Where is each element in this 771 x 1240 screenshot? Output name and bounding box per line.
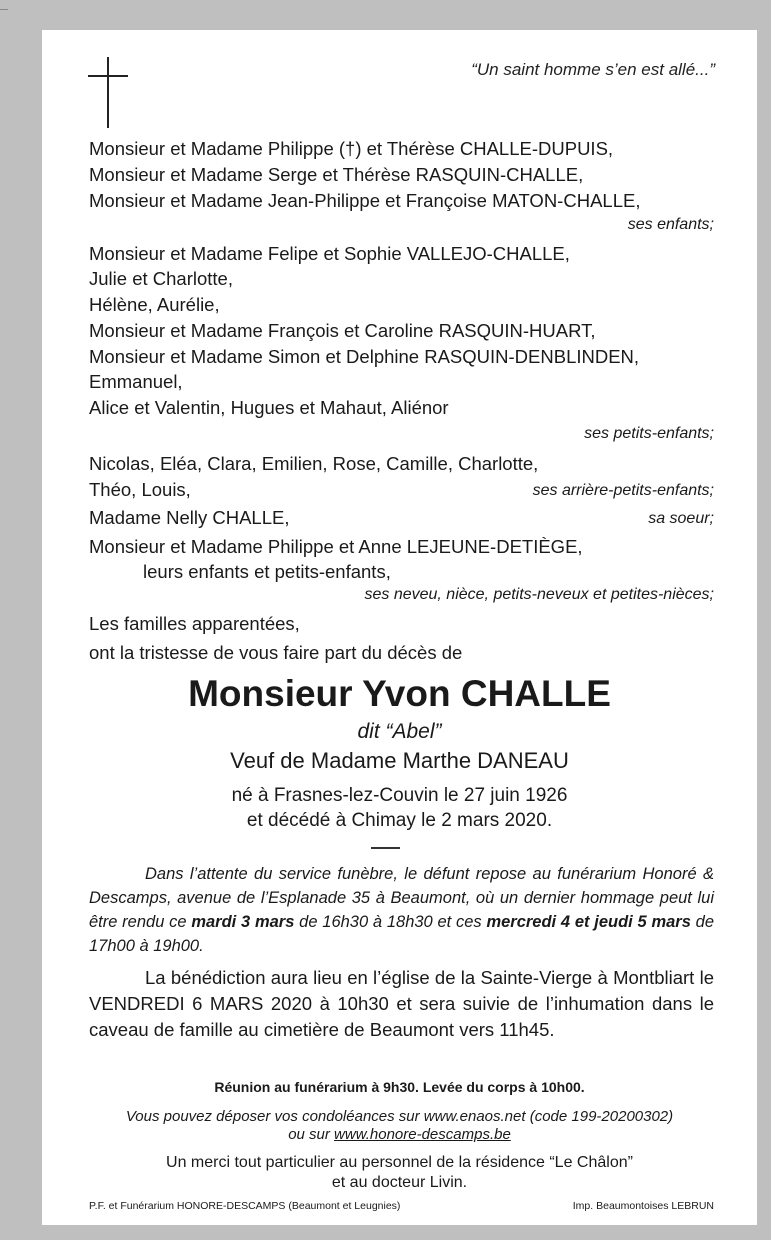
thanks-line-1: Un merci tout particulier au personnel de la résidence “Le Châlon” bbox=[166, 1154, 633, 1171]
viewing-paragraph bbox=[89, 862, 714, 958]
sister-name: Madame Nelly CHALLE, bbox=[89, 507, 290, 528]
grandchildren-line: Monsieur et Madame Simon et Delphine RASQUIN-DENBLINDEN, bbox=[89, 346, 640, 367]
obituary-card bbox=[42, 30, 757, 1225]
deceased-name: Monsieur Yvon CHALLE bbox=[188, 673, 611, 714]
grandchildren-line: Alice et Valentin, Hugues et Mahaut, Aliénor bbox=[89, 397, 449, 418]
great-grandchildren-names: Théo, Louis, bbox=[89, 479, 191, 500]
great-grandchildren-role: ses arrière-petits-enfants; bbox=[532, 482, 714, 499]
deceased-alias: dit “Abel” bbox=[357, 720, 442, 743]
corner-mark bbox=[0, 9, 8, 10]
motto: “Un saint homme s’en est allé...” bbox=[471, 60, 715, 79]
children-line: Monsieur et Madame Serge et Thérèse RASQUIN-CHALLE, bbox=[89, 164, 584, 185]
ceremony-paragraph bbox=[89, 965, 714, 1043]
grandchildren-line: Monsieur et Madame François et Caroline RASQUIN-HUART, bbox=[89, 320, 596, 341]
viewing-date-bold: mercredi 4 et jeudi 5 mars bbox=[486, 913, 691, 931]
sister-line bbox=[89, 507, 714, 529]
announcement-line: ont la tristesse de vous faire part du décès de bbox=[89, 642, 463, 663]
thanks-line-2: et au docteur Livin. bbox=[331, 1174, 468, 1191]
ceremony-text: La bénédiction aura lieu en l’église de la Sainte-Vierge à Montbliart le VENDREDI 6 MARS 2020 à 10h30 et sera suivie de l’inhumation dans le caveau de famille au cimetière de Beaumont vers 11h45. bbox=[89, 967, 714, 1040]
grandchildren-line: Hélène, Aurélie, bbox=[89, 294, 220, 315]
separator-line bbox=[371, 847, 400, 849]
deceased-widow-of: Veuf de Madame Marthe DANEAU bbox=[230, 748, 569, 773]
viewing-text: Dans l’attente du service funèbre, le défunt repose au funérarium Honoré & Descamps, avenue de l’Esplanade 35 à Beaumont, où un dernier hommage peut lui être rendu ce bbox=[89, 865, 714, 931]
children-line: Monsieur et Madame Jean-Philippe et Françoise MATON-CHALLE, bbox=[89, 190, 641, 211]
viewing-date-bold: mardi 3 mars bbox=[191, 913, 295, 931]
great-grandchildren-line: Nicolas, Eléa, Clara, Emilien, Rose, Camille, Charlotte, bbox=[89, 453, 539, 474]
grandchildren-line: Emmanuel, bbox=[89, 371, 183, 392]
footer-printer: Imp. Beaumontoises LEBRUN bbox=[572, 1200, 714, 1212]
nephew-line: Monsieur et Madame Philippe et Anne LEJEUNE-DETIÈGE, bbox=[89, 536, 583, 557]
children-line: Monsieur et Madame Philippe (†) et Thérèse CHALLE-DUPUIS, bbox=[89, 138, 614, 159]
deceased-died: et décédé à Chimay le 2 mars 2020. bbox=[246, 810, 553, 831]
deceased-born: né à Frasnes-lez-Couvin le 27 juin 1926 bbox=[231, 785, 568, 806]
cross-horizontal-bar bbox=[88, 75, 128, 77]
grandchildren-line: Monsieur et Madame Felipe et Sophie VALLEJO-CHALLE, bbox=[89, 243, 570, 264]
condolences-line-2 bbox=[42, 1126, 757, 1144]
condolences-prefix: ou sur bbox=[288, 1126, 335, 1143]
nephew-sub-line: leurs enfants et petits-enfants, bbox=[143, 561, 391, 582]
condolences-line-1: Vous pouvez déposer vos condoléances sur www.enaos.net (code 199-20200302) bbox=[125, 1108, 674, 1125]
grandchildren-line: Julie et Charlotte, bbox=[89, 268, 233, 289]
funeral-home-link[interactable]: www.honore-descamps.be bbox=[334, 1126, 511, 1143]
footer-funeral-home: P.F. et Funérarium HONORE-DESCAMPS (Beaumont et Leugnies) bbox=[89, 1200, 401, 1212]
viewing-text: de 17h00 à 19h00. bbox=[89, 913, 715, 955]
grandchildren-role: ses petits-enfants; bbox=[584, 425, 714, 442]
families-line: Les familles apparentées, bbox=[89, 613, 300, 634]
great-grandchildren-line bbox=[89, 479, 714, 501]
children-role: ses enfants; bbox=[627, 216, 714, 233]
cross-vertical-bar bbox=[107, 57, 109, 128]
viewing-text: de 16h30 à 18h30 et ces bbox=[294, 913, 487, 931]
sister-role: sa soeur; bbox=[648, 510, 714, 527]
meeting-info: Réunion au funérarium à 9h30. Levée du corps à 10h00. bbox=[214, 1079, 585, 1095]
nephew-role: ses neveu, nièce, petits-neveux et petites-nièces; bbox=[364, 586, 714, 603]
